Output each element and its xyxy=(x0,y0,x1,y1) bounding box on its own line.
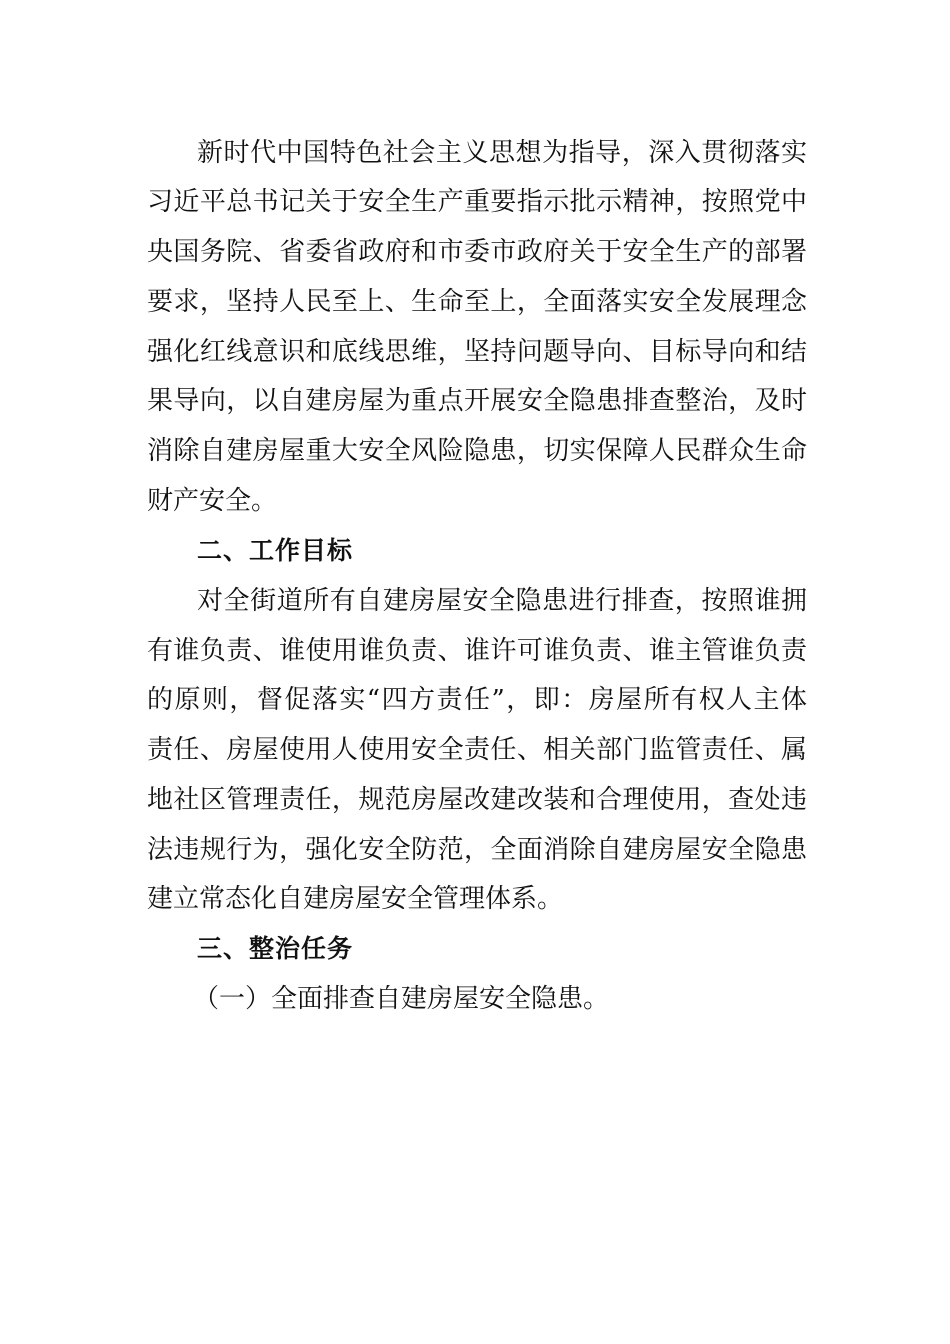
paragraph-line: 果导向，以自建房屋为重点开展安全隐患排查整治，及时 xyxy=(147,386,807,416)
paragraph-line: 新时代中国特色社会主义思想为指导，深入贯彻落实 xyxy=(197,138,807,168)
paragraph-line: 地社区管理责任，规范房屋改建改装和合理使用，查处违 xyxy=(147,785,807,815)
paragraph-line: 的原则，督促落实“四方责任”，即：房屋所有权人主体 xyxy=(147,685,807,715)
paragraph-line: 建立常态化自建房屋安全管理体系。 xyxy=(147,884,564,914)
section-heading-work-goals: 二、工作目标 xyxy=(197,536,354,565)
paragraph-line: 要求，坚持人民至上、生命至上，全面落实安全发展理念 xyxy=(147,287,807,317)
subsection-heading: （一）全面排查自建房屋安全隐患。 xyxy=(193,984,610,1014)
section-heading-tasks: 三、整治任务 xyxy=(197,934,354,963)
paragraph-line: 央国务院、省委省政府和市委市政府关于安全生产的部署 xyxy=(147,237,807,267)
paragraph-line: 责任、房屋使用人使用安全责任、相关部门监管责任、属 xyxy=(147,735,807,765)
paragraph-line: 习近平总书记关于安全生产重要指示批示精神，按照党中 xyxy=(147,187,807,217)
paragraph-line: 消除自建房屋重大安全风险隐患，切实保障人民群众生命 xyxy=(147,436,807,466)
paragraph-line: 有谁负责、谁使用谁负责、谁许可谁负责、谁主管谁负责 xyxy=(147,636,807,666)
paragraph-line: 财产安全。 xyxy=(147,486,278,516)
paragraph-line: 强化红线意识和底线思维，坚持问题导向、目标导向和结 xyxy=(147,337,807,367)
paragraph-line: 对全街道所有自建房屋安全隐患进行排查，按照谁拥 xyxy=(197,586,807,616)
paragraph-line: 法违规行为，强化安全防范，全面消除自建房屋安全隐患 xyxy=(147,835,807,865)
